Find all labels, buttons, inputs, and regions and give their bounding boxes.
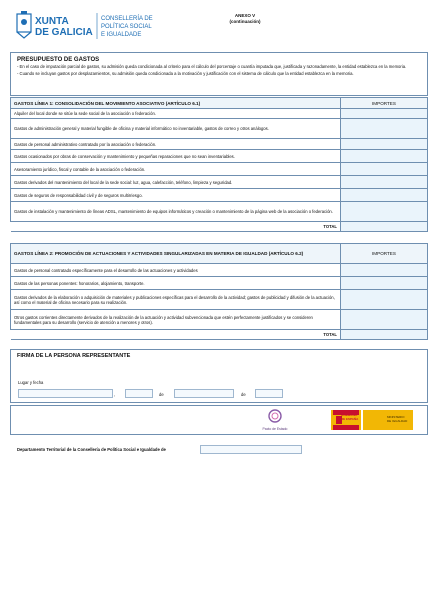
line2-row-2: Gastos de las personas ponentes: honorarios, alojamiento, transporte. — [11, 277, 341, 290]
gobierno-line2: DE ESPAÑA — [341, 417, 359, 421]
line1-amount-6[interactable] — [341, 176, 428, 189]
logo-name-line2: DE GALICIA — [35, 27, 93, 38]
line1-total-label: TOTAL — [11, 222, 341, 232]
dept-line2: POLÍTICA SOCIAL — [101, 24, 152, 30]
year-field[interactable] — [255, 389, 283, 398]
dept-line1: CONSELLERÍA DE — [101, 16, 153, 22]
line1-section — [10, 97, 428, 238]
line1-row-5: Asesoramiento jurídico, fiscal y contable de la asociación o federación. — [11, 163, 341, 176]
line1-row-4: Gastos ocasionados por obras de conservación y mantenimiento y pequeñas reparaciones que no sean inventariables. — [11, 150, 341, 163]
budget-note-2: - Cuando se incluyan gastos por desplazamientos, su admisión queda condicionada a la motivación y justificación con el sistema de cálculo que la entidad establezca en la memoria. — [17, 71, 354, 76]
line1-amount-header: IMPORTES — [341, 98, 428, 109]
line1-row-8: Gastos de instalación y mantenimiento de líneas ADSL, mantenimiento de equipos informáticos y creación o mantenimiento de la página web de la asociación o federación. — [11, 202, 341, 222]
line2-amount-4[interactable] — [341, 310, 428, 330]
dept-line3: E IGUALDADE — [101, 32, 142, 38]
xunta-logo — [15, 8, 165, 48]
line2-table — [10, 243, 428, 340]
line1-amount-7[interactable] — [341, 189, 428, 202]
signature-title: FIRMA DE LA PERSONA REPRESENTANTE — [17, 353, 131, 359]
line1-total-amount[interactable] — [341, 222, 428, 232]
line1-amount-5[interactable] — [341, 163, 428, 176]
line1-amount-1[interactable] — [341, 109, 428, 119]
line2-amount-header: IMPORTES — [341, 244, 428, 264]
territorial-department-label: Departamento Territorial de la Consellería de Política Social e Igualdade de — [17, 447, 166, 452]
ministerio-line1: MINISTERIO — [387, 415, 405, 419]
logo-name-line1: XUNTA — [35, 16, 69, 27]
day-field[interactable] — [125, 389, 153, 398]
line1-row-1: Alquiler del local donde se sitúe la sede social de la asociación o federación. — [11, 109, 341, 119]
line2-amount-1[interactable] — [341, 264, 428, 277]
line1-amount-4[interactable] — [341, 150, 428, 163]
line1-amount-3[interactable] — [341, 139, 428, 150]
line1-amount-8[interactable] — [341, 202, 428, 222]
line1-row-2: Gastos de administración general y material fungible de oficina y material informático no inventariable, gastos de correo y otros análogos. — [11, 119, 341, 139]
budget-title: PRESUPUESTO DE GASTOS — [17, 57, 100, 63]
signature-section — [10, 349, 428, 403]
month-field[interactable] — [174, 389, 234, 398]
line2-row-1: Gastos de personal contratado específicamente para el desarrollo de las actuaciones y actividades — [11, 264, 341, 277]
line2-heading: GASTOS LÍNEA 2: PROMOCIÓN DE ACTUACIONES Y ACTIVIDADES SINGULARIZADAS EN MATERIA DE IGUALDAD (ARTÍCULO 6.2) — [11, 244, 341, 264]
line2-amount-3[interactable] — [341, 290, 428, 310]
budget-note-1: - En el caso de imputación parcial de gastos, su admisión queda condicionada al criterio para el cálculo del porcentaje o cuantía imputada que, justificada y razonadamente, la entidad establezca en la memoria. — [17, 64, 407, 69]
line1-table — [10, 97, 428, 232]
line2-row-4: Otros gastos corrientes directamente derivados de la realización de la actuación y actividad subvencionada que estén perfectamente justificados y se consideren fundamentales para su desarrollo (servicio de atención a menores y otros). — [11, 310, 341, 330]
line2-amount-2[interactable] — [341, 277, 428, 290]
ministerio-line2: DE IGUALDAD — [387, 419, 408, 423]
xunta-emblem-icon — [17, 11, 31, 38]
line2-total-amount[interactable] — [341, 330, 428, 340]
annex-heading — [200, 13, 290, 25]
line2-row-3: Gastos derivados de la elaboración o adquisición de materiales y publicaciones específicas para el desarrollo de la actividad; gastos de publicidad y difusión de la actuación, así como el material de oficina necesario para su realización. — [11, 290, 341, 310]
line1-row-7: Gastos de seguros de responsabilidad civil y de seguros multirriesgo. — [11, 189, 341, 202]
line1-row-3: Gastos de personal administrativo contratado por la asociación o federación. — [11, 139, 341, 150]
de-label-2: de — [241, 392, 246, 397]
budget-section — [10, 52, 428, 96]
territorial-department-field[interactable] — [200, 445, 302, 454]
line1-row-6: Gastos derivados del mantenimiento del local de la sede social: luz, agua, calefacción, teléfono, limpieza y seguridad. — [11, 176, 341, 189]
pacto-emblem-icon — [268, 409, 282, 423]
pacto-label: Pacto de Estado — [262, 427, 288, 431]
line2-section — [10, 243, 428, 343]
place-field[interactable] — [18, 389, 116, 398]
pacto-logo — [260, 409, 290, 431]
line2-total-label: TOTAL — [11, 330, 341, 340]
gobierno-logo — [331, 410, 413, 430]
line1-heading: GASTOS LÍNEA 1: CONSOLIDACIÓN DEL MOVIMIENTO ASOCIATIVO (ARTÍCULO 6.1) — [11, 98, 341, 109]
de-label-1: de — [159, 392, 164, 397]
annex-title: ANEXO V — [234, 13, 256, 18]
annex-subtitle: (continuación) — [229, 19, 261, 24]
gobierno-line1: GOBIERNO — [341, 413, 358, 417]
line1-amount-2[interactable] — [341, 119, 428, 139]
logos-section — [10, 405, 428, 435]
place-date-label: Lugar y fecha — [18, 380, 44, 385]
comma-separator: , — [114, 392, 116, 397]
